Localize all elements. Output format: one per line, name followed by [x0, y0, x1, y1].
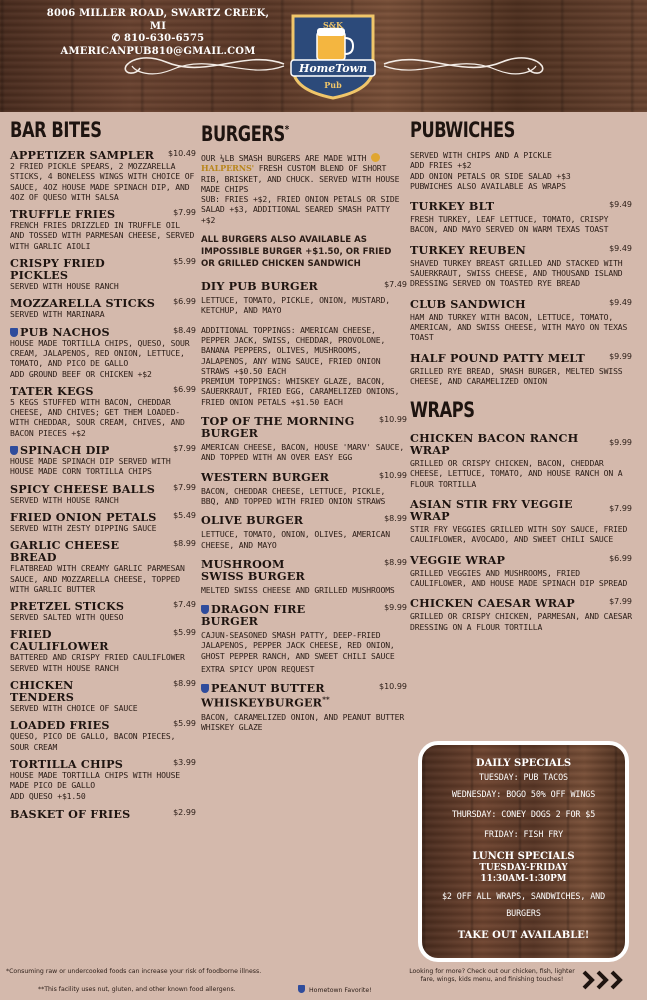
menu-item[interactable] [10, 297, 196, 319]
item-price: $8.99 [384, 514, 407, 524]
item-price: $7.99 [609, 504, 632, 514]
item-desc: SERVED WITH MARINARA [10, 309, 105, 320]
item-desc: SERVED WITH CHOICE OF SAUCE [10, 703, 138, 714]
item-desc: FRENCH FRIES DRIZZLED IN TRUFFLE OIL AND TOSSED WITH PARMESAN CHEESE, SERVED WITH GARLIC AIOLI [10, 220, 195, 251]
item-name: PRETZEL STICKS [10, 599, 125, 614]
additional-toppings: ADDITIONAL TOPPINGS: AMERICAN CHEESE, PEPPER JACK, SWISS, CHEDDAR, PROVOLONE, BANANA PEPPERS, OLIVES, MUSHROOMS, JALAPENOS, ANY WING SAUCE, FRIED ONION STRAWS +$0.50 EACH [201, 324, 386, 376]
menu-item[interactable] [201, 415, 407, 463]
menu-item[interactable] [410, 352, 632, 387]
menu-item[interactable] [201, 603, 407, 674]
item-name: BASKET OF FRIES [10, 806, 131, 821]
item-price: $8.99 [173, 539, 196, 549]
daily-special-line: FRIDAY: FISH FRY [483, 829, 564, 839]
menu-item[interactable] [10, 385, 196, 438]
svg-text:Pub: Pub [324, 80, 342, 90]
menu-item[interactable] [410, 298, 632, 343]
menu-item[interactable] [10, 257, 196, 291]
item-desc: LETTUCE, TOMATO, ONION, OLIVES, AMERICAN CHEESE, AND MAYO [201, 529, 390, 550]
item-name: OLIVE BURGER [201, 513, 304, 528]
header-wood-banner [0, 0, 647, 112]
menu-item[interactable] [10, 326, 196, 379]
item-extra: ADD GROUND BEEF OR CHICKEN +$2 [10, 368, 152, 379]
item-name: CLUB SANDWICH [410, 296, 526, 311]
item-desc: 5 KEGS STUFFED WITH BACON, CHEDDAR CHEESE, AND CHIVES; GET THEM LOADED- WITH CHEDDAR, SOUR CREAM, CHIVES, AND BACON PIECES +$2 [10, 396, 185, 438]
item-desc: HOUSE MADE SPINACH DIP SERVED WITH HOUSE MADE CORN TORTILLA CHIPS [10, 456, 171, 477]
item-name: WESTERN BURGER [201, 469, 330, 484]
address: 8006 MILLER ROAD, SWARTZ CREEK, MI [46, 8, 270, 32]
item-desc: SERVED WITH HOUSE RANCH [10, 494, 119, 505]
menu-item[interactable] [10, 444, 196, 477]
item-price: $10.99 [379, 682, 407, 692]
halperns-logo-icon [371, 153, 380, 162]
menu-item[interactable] [201, 514, 407, 550]
item-name: CRISPY FRIED PICKLES [10, 256, 105, 283]
right-swirl-ornament [382, 44, 552, 84]
item-name: TRUFFLE FRIES [10, 207, 116, 222]
item-desc: BATTERED AND CRISPY FRIED CAULIFLOWER SERVED WITH HOUSE RANCH [10, 652, 185, 673]
item-extra: ADD QUESO +$1.50 [10, 790, 86, 801]
item-name: HALF POUND PATTY MELT [410, 350, 585, 365]
daily-specials-title: DAILY SPECIALS [475, 758, 572, 769]
item-name: MUSHROOM SWISS BURGER [201, 556, 305, 583]
item-desc: BACON, CARAMELIZED ONION, AND PEANUT BUTTER WHISKEY GLAZE [201, 712, 405, 733]
lunch-offer: $2 OFF ALL WRAPS, SANDWICHES, AND BURGERS [441, 891, 606, 918]
raw-food-warning: *Consuming raw or undercooked foods can increase your risk of foodborne illness. [6, 968, 262, 975]
menu-item[interactable] [410, 244, 632, 289]
item-name: SPICY CHEESE BALLS [10, 481, 156, 496]
item-price: $2.99 [173, 807, 196, 817]
item-price: $6.99 [173, 297, 196, 307]
item-desc: GRILLED VEGGIES AND MUSHROOMS, FRIED CAULIFLOWER, AND HOUSE MADE SPINACH DIP SPREAD [410, 567, 628, 588]
item-desc: BACON, CHEDDAR CHEESE, LETTUCE, PICKLE, BBQ, AND TOPPED WITH FRIED ONION STRAWS [201, 485, 386, 506]
menu-item[interactable] [10, 149, 196, 202]
item-desc: FRESH TURKEY, LEAF LETTUCE, TOMATO, CRISPY BACON, AND MAYO SERVED ON WARM TEXAS TOAST [410, 214, 609, 235]
burgers-intro: OUR ¼LB SMASH BURGERS ARE MADE WITH HALPERNS' FRESH CUSTOM BLEND OF SHORT RIB, BRISKET, AND CHUCK. SERVED WITH HOUSE MADE CHIPS [201, 153, 400, 194]
menu-item[interactable] [10, 719, 196, 752]
triple-chevron-right-icon[interactable] [582, 969, 626, 991]
item-price: $10.49 [168, 149, 196, 158]
menu-item[interactable] [10, 483, 196, 505]
item-price: $6.99 [173, 384, 196, 394]
item-name: CHICKEN BACON RANCH WRAP [410, 431, 579, 458]
left-swirl-ornament [116, 44, 286, 84]
menu-item[interactable] [10, 808, 196, 820]
item-price: $9.99 [609, 438, 632, 448]
daily-special-line: WEDNESDAY: BOGO 50% OFF WINGS [451, 789, 596, 799]
item-price: $8.99 [384, 557, 407, 567]
item-desc: GRILLED OR CRISPY CHICKEN, PARMESAN, AND CAESAR DRESSING ON A FLOUR TORTILLA [410, 611, 632, 632]
item-name: APPETIZER SAMPLER [10, 148, 155, 162]
item-price: $5.99 [173, 257, 196, 267]
item-price: $9.49 [609, 200, 632, 210]
menu-item[interactable] [410, 498, 632, 545]
bar-bites-heading: BAR BITES [10, 118, 102, 142]
item-price: $7.99 [173, 482, 196, 492]
menu-item[interactable]: PEANUT BUTTER WHISKEYBURGER** $10.99 BACON, CARAMELIZED ONION, AND PEANUT BUTTER WHISKEY GLAZE [201, 681, 407, 733]
item-desc: SERVED SALTED WITH QUESO [10, 612, 124, 623]
specials-box [418, 741, 629, 962]
item-price: $5.99 [173, 719, 196, 729]
menu-item[interactable] [10, 208, 196, 251]
menu-item[interactable] [10, 758, 196, 801]
svg-text:HomeTown: HomeTown [298, 62, 368, 75]
item-name: CHICKEN CAESAR WRAP [410, 596, 575, 611]
item-desc: SERVED WITH ZESTY DIPPING SAUCE [10, 522, 157, 533]
item-extra: EXTRA SPICY UPON REQUEST [201, 664, 315, 675]
menu-item[interactable] [410, 432, 632, 489]
item-desc: 2 FRIED PICKLE SPEARS, 2 MOZZARELLA STICKS, 4 BONELESS WINGS WITH CHOICE OF SAUCE, 4OZ HOUSE MADE SPINACH DIP, AND 4OZ OF QUESO WITH SALSA [10, 161, 195, 202]
lunch-days: TUESDAY-FRIDAY [479, 863, 568, 873]
daily-special-line: TUESDAY: PUB TACOS [479, 772, 568, 782]
item-name: TORTILLA CHIPS [10, 756, 124, 771]
item-name: LOADED FRIES [10, 718, 110, 733]
item-price: $7.99 [173, 444, 196, 454]
burgers-column [201, 112, 407, 733]
wraps-heading: WRAPS [410, 398, 475, 423]
favorite-legend: Hometown Favorite! [298, 985, 372, 994]
item-price: $9.49 [609, 297, 632, 307]
menu-item[interactable] [201, 558, 407, 595]
item-desc: QUESO, PICO DE GALLO, BACON PIECES, SOUR CREAM [10, 731, 176, 752]
bar-bites-column [10, 112, 196, 820]
item-desc: MELTED SWISS CHEESE AND GRILLED MUSHROOMS [201, 584, 395, 595]
item-price: $9.99 [384, 603, 407, 613]
menu-item[interactable] [10, 600, 196, 622]
item-price: $8.49 [173, 325, 196, 335]
item-desc: SHAVED TURKEY BREAST GRILLED AND STACKED WITH SAUERKRAUT, SWISS CHEESE, AND THOUSAND ISLAND DRESSING SERVED ON TOASTED RYE BREAD [410, 257, 623, 289]
item-desc: STIR FRY VEGGIES GRILLED WITH SOY SAUCE, FRIED CAULIFLOWER, AVOCADO, AND SWEET CHILI SAUCE [410, 524, 628, 545]
hometown-favorite-icon [10, 328, 18, 337]
burgers-alt-note: ALL BURGERS ALSO AVAILABLE AS IMPOSSIBLE BURGER +$1.50, OR FRIED OR GRILLED CHICKEN SANDWICH [201, 235, 392, 270]
burgers-heading: BURGERS* [201, 122, 289, 146]
menu-item[interactable] [410, 554, 632, 589]
item-price: $3.99 [173, 757, 196, 767]
phone-icon: ✆ [111, 33, 124, 44]
daily-special-line: THURSDAY: CONEY DOGS 2 FOR $5 [451, 809, 596, 819]
item-desc: HOUSE MADE TORTILLA CHIPS, QUESO, SOUR CREAM, JALAPENOS, RED ONION, LETTUCE, TOMATO, AND PICO DE GALLO [10, 337, 190, 369]
phone[interactable]: 810-630-6575 [123, 33, 205, 44]
menu-item[interactable] [10, 539, 196, 594]
item-name: PUB NACHOS [20, 324, 110, 339]
menu-item[interactable] [201, 471, 407, 507]
item-price: $7.99 [173, 208, 196, 218]
item-desc: GRILLED OR CRISPY CHICKEN, BACON, CHEDDAR CHEESE, LETTUCE, TOMATO, AND HOUSE RANCH ON A FLOUR TORTILLA [410, 458, 623, 489]
item-price: $8.99 [173, 679, 196, 689]
menu-item[interactable] [10, 679, 196, 713]
item-desc: AMERICAN CHEESE, BACON, HOUSE 'MARV' SAUCE, AND TOPPED WITH AN OVER EASY EGG [201, 442, 405, 463]
lunch-hours: 11:30AM-1:30PM [480, 874, 567, 884]
item-name: VEGGIE WRAP [410, 552, 506, 567]
hometown-favorite-icon [201, 684, 209, 693]
item-name: ASIAN STIR FRY VEGGIE WRAP [410, 497, 573, 524]
item-price: $7.99 [609, 597, 632, 607]
menu-item[interactable] [201, 280, 407, 316]
item-name: DIY PUB BURGER [201, 279, 319, 294]
menu-item[interactable] [410, 597, 632, 632]
item-desc: CAJUN-SEASONED SMASH PATTY, DEEP-FRIED JALAPENOS, PEPPER JACK CHEESE, RED ONION, GHOST PEPPER RANCH, AND SWEET CHILI SAUCE [201, 630, 395, 661]
pubwiches-intro: SERVED WITH CHIPS AND A PICKLE ADD FRIES +$2 ADD ONION PETALS OR SIDE SALAD +$3 PUBWICHES ALSO AVAILABLE AS WRAPS [410, 150, 571, 191]
item-price: $7.49 [384, 280, 407, 290]
menu-item[interactable] [410, 200, 632, 235]
item-name: FRIED ONION PETALS [10, 509, 157, 524]
hometown-pub-logo [287, 10, 379, 100]
item-desc: SERVED WITH HOUSE RANCH [10, 281, 119, 292]
item-price: $9.49 [609, 243, 632, 253]
item-price: $10.99 [379, 470, 407, 480]
item-price: $5.49 [173, 510, 196, 520]
item-name: TURKEY REUBEN [410, 242, 526, 257]
item-name: GARLIC CHEESE BREAD [10, 538, 120, 565]
item-price: $5.99 [173, 628, 196, 638]
item-name: TATER KEGS [10, 383, 94, 398]
item-name: DRAGON FIRE BURGER [201, 602, 306, 629]
takeout-banner: TAKE OUT AVAILABLE! [457, 930, 590, 941]
item-name: MOZZARELLA STICKS [10, 296, 156, 311]
pubwiches-wraps-column [410, 112, 632, 632]
item-desc: LETTUCE, TOMATO, PICKLE, ONION, MUSTARD, KETCHUP, AND MAYO [201, 295, 390, 316]
svg-text:S&K: S&K [323, 20, 343, 30]
lunch-specials-title: LUNCH SPECIALS [472, 851, 575, 862]
item-price: $9.99 [609, 351, 632, 361]
pubwiches-heading: PUBWICHES [410, 118, 515, 142]
menu-item[interactable] [10, 628, 196, 673]
premium-toppings: PREMIUM TOPPINGS: WHISKEY GLAZE, BACON, SAUERKRAUT, FRIED EGG, CARAMELIZED ONIONS, FRIED ONION PETALS +$1.50 EACH [201, 376, 400, 407]
item-name: TOP OF THE MORNING BURGER [201, 414, 355, 441]
more-menu-note: Looking for more? Check out our chicken, fish, lighter fare, wings, kids menu, and finishing touches! [409, 968, 575, 983]
hometown-favorite-icon [298, 985, 305, 993]
allergen-notice: **This facility uses nut, gluten, and other known food allergens. [38, 986, 236, 993]
email[interactable]: AMERICANPUB810@GMAIL.COM [60, 45, 256, 57]
item-price: $6.99 [609, 553, 632, 563]
item-name: PEANUT BUTTER WHISKEYBURGER [201, 681, 325, 711]
item-desc: GRILLED RYE BREAD, SMASH BURGER, MELTED SWISS CHEESE, AND CARAMELIZED ONION [410, 365, 623, 386]
item-price: $10.99 [379, 415, 407, 425]
burgers-sub-note: SUB: FRIES +$2, FRIED ONION PETALS OR SIDE SALAD +$3, ADDITIONAL SEARED SMASH PATTY +$2 [201, 194, 400, 225]
item-name: TURKEY BLT [410, 199, 495, 214]
item-desc: HAM AND TURKEY WITH BACON, LETTUCE, TOMATO, AMERICAN, AND SWISS CHEESE, WITH MAYO ON TEXAS TOAST [410, 311, 628, 343]
item-name: CHICKEN TENDERS [10, 678, 75, 705]
item-desc: FLATBREAD WITH CREAMY GARLIC PARMESAN SAUCE, AND MOZZARELLA CHEESE, TOPPED WITH GARLIC BUTTER [10, 563, 185, 594]
menu-item[interactable] [10, 511, 196, 533]
item-price: $7.49 [173, 600, 196, 610]
hometown-favorite-icon [201, 605, 209, 614]
hometown-favorite-icon [10, 446, 18, 455]
item-name: FRIED CAULIFLOWER [10, 627, 109, 654]
item-name: SPINACH DIP [20, 443, 110, 458]
item-desc: HOUSE MADE TORTILLA CHIPS WITH HOUSE MADE PICO DE GALLO [10, 769, 181, 791]
